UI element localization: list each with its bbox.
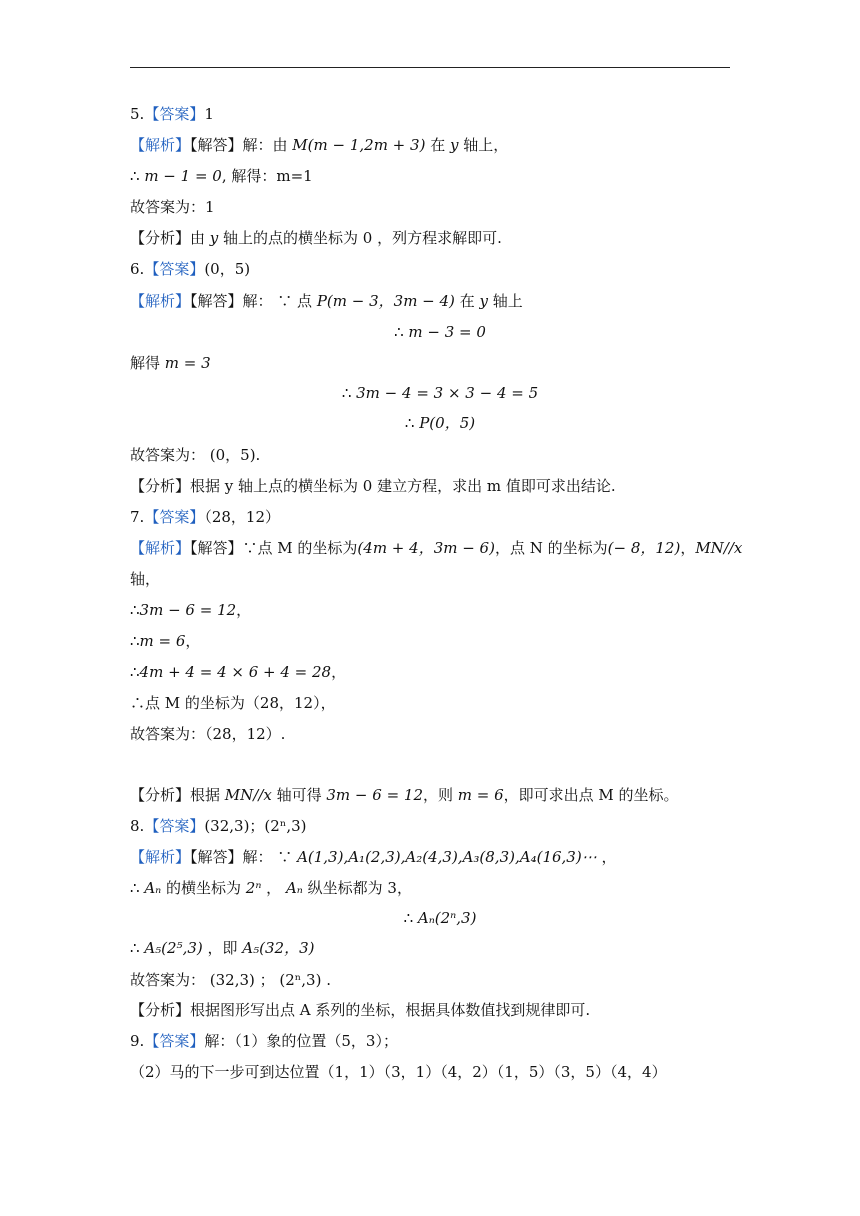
text-segment: 解：（1）象的位置（5，3）； xyxy=(204,1032,398,1050)
text-segment: ，即可求出点 M 的坐标。 xyxy=(503,786,679,804)
text-line xyxy=(130,259,750,279)
math-expression: P(m − 3，3m − 4) xyxy=(316,292,455,310)
section-tag: 【答案】 xyxy=(144,508,205,526)
text-segment: 在 xyxy=(425,136,450,154)
text-line xyxy=(130,785,750,805)
text-segment: 1 xyxy=(204,105,214,123)
text-segment: 轴上 xyxy=(487,292,523,310)
text-line xyxy=(130,104,750,124)
text-line xyxy=(130,322,750,342)
text-segment: ∴ xyxy=(404,414,420,432)
text-segment: 【解答】解： ∵ xyxy=(190,848,298,866)
math-expression: m = 3 xyxy=(164,354,211,372)
text-segment: ∴ xyxy=(341,384,357,402)
math-expression: y xyxy=(449,136,459,154)
text-segment: ∴ xyxy=(403,909,418,927)
math-expression: m − 1 = 0 xyxy=(144,167,222,185)
text-segment: 【解答】解： ∵ 点 xyxy=(190,292,317,310)
math-expression: y xyxy=(209,229,219,247)
text-segment: ∴ xyxy=(130,601,140,619)
text-segment: 【解答】解：由 xyxy=(190,136,293,154)
text-segment: 故答案为：（28，12）. xyxy=(130,725,286,743)
section-tag: 【答案】 xyxy=(144,817,205,835)
text-line xyxy=(130,878,750,898)
math-expression: M(m − 1,2m + 3) xyxy=(292,136,426,154)
text-line xyxy=(130,847,750,867)
text-segment: ∴ xyxy=(130,879,145,897)
text-segment: 5. xyxy=(130,105,145,123)
text-segment: ∴ xyxy=(130,167,145,185)
text-segment: (32,3)；(2ⁿ,3) xyxy=(204,817,307,835)
text-segment: ， xyxy=(185,632,201,650)
text-segment: 解得 xyxy=(130,354,165,372)
text-segment: 故答案为： (32,3) ； (2ⁿ,3) . xyxy=(130,971,331,989)
text-segment: ∴ xyxy=(130,663,140,681)
text-segment: 轴， xyxy=(130,570,161,588)
text-segment: ，即 xyxy=(202,939,243,957)
math-expression: (4m + 4，3m − 6) xyxy=(357,539,495,557)
math-expression: Aₙ xyxy=(285,879,303,897)
math-expression: A₅(2⁵,3) xyxy=(144,939,203,957)
text-segment: 的横坐标为 xyxy=(161,879,246,897)
text-line xyxy=(130,476,750,496)
text-line xyxy=(130,197,750,217)
math-expression: A₅(32，3) xyxy=(242,939,315,957)
text-line xyxy=(130,724,750,744)
math-expression: 3m − 6 = 12 xyxy=(139,601,237,619)
math-expression: y xyxy=(479,292,488,310)
text-segment: ∴ xyxy=(394,323,409,341)
text-line xyxy=(130,600,750,620)
text-line xyxy=(130,166,750,186)
text-segment: 故答案为：1 xyxy=(130,198,215,216)
text-segment: 7. xyxy=(130,508,145,526)
text-segment: 8. xyxy=(130,817,145,835)
math-expression: MN//x xyxy=(224,786,272,804)
text-segment: ， xyxy=(236,601,252,619)
text-segment: 在 xyxy=(454,292,480,310)
text-line xyxy=(130,631,750,651)
text-segment: 故答案为： (0，5). xyxy=(130,446,261,464)
text-line xyxy=(130,908,750,928)
section-tag: 【答案】 xyxy=(144,260,205,278)
text-segment: 轴可得 xyxy=(271,786,327,804)
math-expression: 3m − 4 = 3 × 3 − 4 = 5 xyxy=(356,384,539,402)
text-segment: ∴ xyxy=(130,632,140,650)
header-rule xyxy=(130,67,730,68)
text-line xyxy=(130,383,750,403)
text-segment: ∴ xyxy=(130,939,145,957)
text-segment: 6. xyxy=(130,260,145,278)
text-segment: ， xyxy=(680,539,696,557)
text-segment: 【分析】根据 xyxy=(130,786,225,804)
text-line xyxy=(130,445,750,465)
math-expression: m − 3 = 0 xyxy=(408,323,486,341)
math-expression: Aₙ xyxy=(144,879,162,897)
text-line xyxy=(130,291,750,311)
text-line xyxy=(130,816,750,836)
text-segment: 纵坐标都为 3， xyxy=(302,879,412,897)
math-expression: (− 8，12) xyxy=(607,539,681,557)
text-segment: 【分析】由 xyxy=(130,229,210,247)
text-segment: 轴上的点的横坐标为 0 ，列方程求解即可. xyxy=(218,229,502,247)
section-tag: 【答案】 xyxy=(144,105,205,123)
text-segment: 轴上， xyxy=(458,136,509,154)
text-line xyxy=(130,1031,750,1051)
section-tag: 【答案】 xyxy=(144,1032,205,1050)
text-line xyxy=(130,693,750,713)
text-line xyxy=(130,135,750,155)
text-segment: ，则 xyxy=(423,786,458,804)
text-segment: 【解答】∵点 M 的坐标为 xyxy=(190,539,358,557)
text-line xyxy=(130,569,750,589)
math-expression: P(0，5) xyxy=(419,414,476,432)
text-segment: ， xyxy=(331,663,347,681)
math-expression: m = 6 xyxy=(139,632,186,650)
text-segment: ， xyxy=(261,879,286,897)
section-tag: 【解析】 xyxy=(130,539,191,557)
section-tag: 【解析】 xyxy=(130,848,191,866)
text-line xyxy=(130,413,750,433)
section-tag: 【解析】 xyxy=(130,292,191,310)
text-segment: (0，5) xyxy=(204,260,251,278)
text-line xyxy=(130,353,750,373)
text-line xyxy=(130,970,750,990)
text-segment: 【分析】根据 y 轴上点的横坐标为 0 建立方程，求出 m 值即可求出结论. xyxy=(130,477,616,495)
text-segment: 9. xyxy=(130,1032,145,1050)
text-segment: , 解得：m=1 xyxy=(221,167,313,185)
text-segment: （2）马的下一步可到达位置（1，1）（3，1）（4，2）（1，5）（3，5）（4，4） xyxy=(130,1063,667,1081)
text-line xyxy=(130,507,750,527)
text-line xyxy=(130,938,750,958)
math-expression: 2ⁿ xyxy=(245,879,262,897)
math-expression: 3m − 6 = 12 xyxy=(326,786,423,804)
text-line xyxy=(130,662,750,682)
text-line xyxy=(130,1000,750,1020)
math-expression: Aₙ(2ⁿ,3) xyxy=(417,909,477,927)
math-expression: MN//x xyxy=(695,539,743,557)
text-segment: ∴点 M 的坐标为（28，12）， xyxy=(130,694,336,712)
text-segment: （28，12） xyxy=(204,508,281,526)
text-segment: ，点 N 的坐标为 xyxy=(494,539,608,557)
section-tag: 【解析】 xyxy=(130,136,191,154)
text-line xyxy=(130,1062,750,1082)
text-line xyxy=(130,538,750,558)
math-expression: 4m + 4 = 4 × 6 + 4 = 28 xyxy=(139,663,332,681)
text-segment: ， xyxy=(596,848,617,866)
text-segment: 【分析】根据图形写出点 A 系列的坐标，根据具体数值找到规律即可. xyxy=(130,1001,591,1019)
math-expression: m = 6 xyxy=(457,786,504,804)
math-expression: A(1,3),A₁(2,3),A₂(4,3),A₃(8,3),A₄(16,3)⋯ xyxy=(297,848,597,866)
text-line xyxy=(130,228,750,248)
